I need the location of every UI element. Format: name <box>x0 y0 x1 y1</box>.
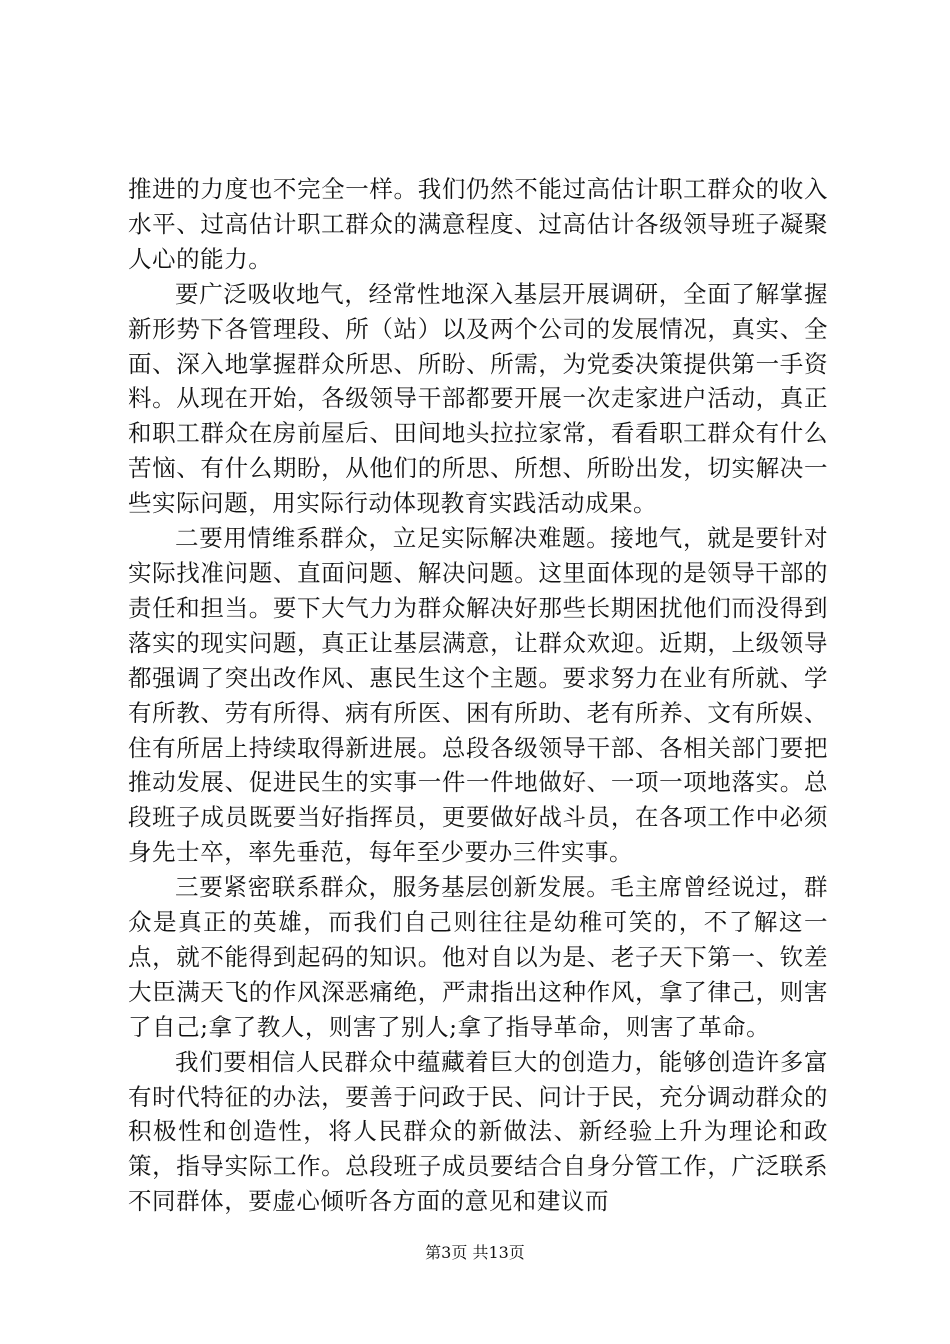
paragraph-2: 要广泛吸收地气，经常性地深入基层开展调研，全面了解掌握新形势下各管理段、所（站）以及两个公司的发展情况，真实、全面、深入地掌握群众所思、所盼、所需，为党委决策提供第一手资料。从现在开始，各级领导干部都要开展一次走家进户活动，真正和职工群众在房前屋后、田间地头拉拉家常，看看职工群众有什么苦恼、有什么期盼，从他们的所思、所想、所盼出发，切实解决一些实际问题，用实际行动体现教育实践活动成果。 <box>128 279 828 518</box>
paragraph-1: 推进的力度也不完全一样。我们仍然不能过高估计职工群众的收入水平、过高估计职工群众的满意程度、过高估计各级领导班子凝聚人心的能力。 <box>128 175 828 273</box>
paragraph-3: 二要用情维系群众，立足实际解决难题。接地气，就是要针对实际找准问题、直面问题、解决问题。这里面体现的是领导干部的责任和担当。要下大气力为群众解决好那些长期困扰他们而没得到落实的现实问题，真正让基层满意，让群众欢迎。近期，上级领导都强调了突出改作风、惠民生这个主题。要求努力在业有所就、学有所教、劳有所得、病有所医、困有所助、老有所养、文有所娱、住有所居上持续取得新进展。总段各级领导干部、各相关部门要把推动发展、促进民生的实事一件一件地做好、一项一项地落实。总段班子成员既要当好指挥员，更要做好战斗员，在各项工作中必须身先士卒，率先垂范，每年至少要办三件实事。 <box>128 524 828 867</box>
page-number-footer: 第3页 共13页 <box>425 1243 525 1262</box>
paragraph-5: 我们要相信人民群众中蕴藏着巨大的创造力，能够创造许多富有时代特征的办法，要善于问政于民、问计于民，充分调动群众的积极性和创造性，将人民群众的新做法、新经验上升为理论和政策，指导实际工作。总段班子成员要结合自身分管工作，广泛联系不同群体，要虚心倾听各方面的意见和建议而 <box>128 1047 828 1216</box>
paragraph-4: 三要紧密联系群众，服务基层创新发展。毛主席曾经说过，群众是真正的英雄，而我们自己则往往是幼稚可笑的，不了解这一点，就不能得到起码的知识。他对自以为是、老子天下第一、钦差大臣满天飞的作风深恶痛绝，严肃指出这种作风，拿了律己，则害了自己;拿了教人，则害了别人;拿了指导革命，则害了革命。 <box>128 873 828 1041</box>
document-body <box>128 172 828 1219</box>
